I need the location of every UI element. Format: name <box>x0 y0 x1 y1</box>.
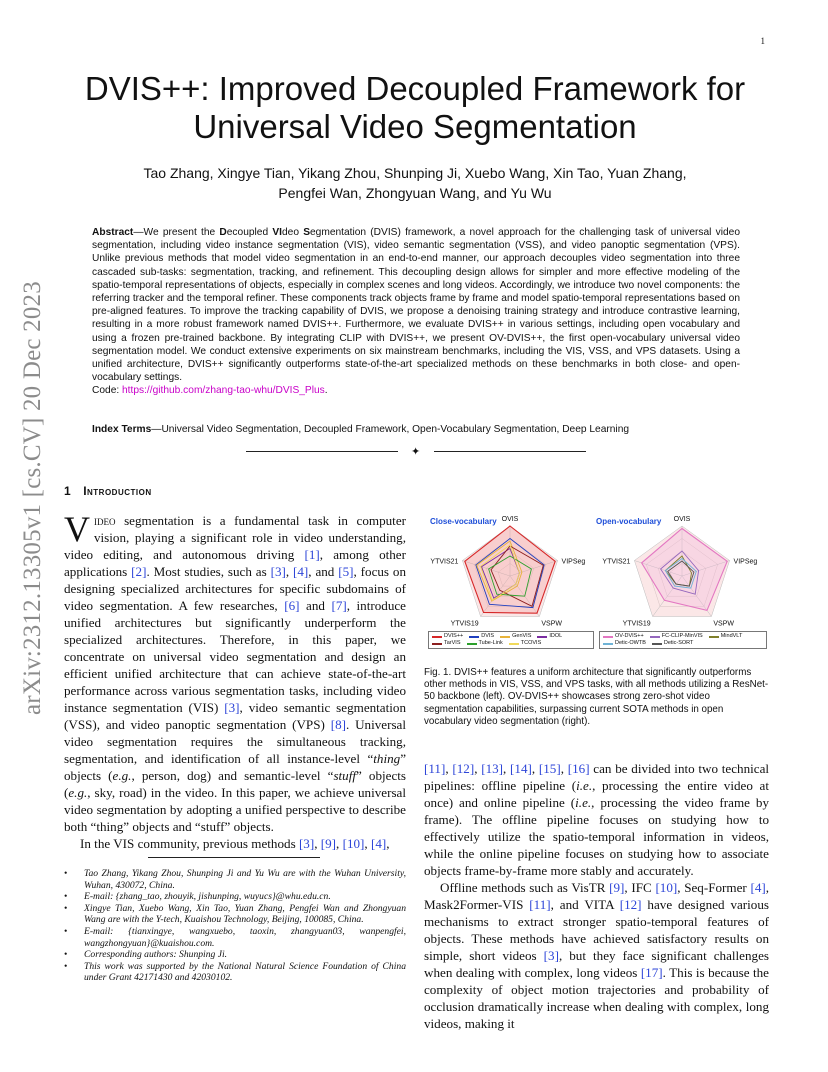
footnote-rule <box>148 857 320 858</box>
text-run: , but they face significant challenges when dealing with complex, long videos <box>424 948 769 980</box>
text-run: can be divided into two technical pipelines: offline pipeline ( <box>424 761 770 793</box>
text-run: and <box>299 598 332 613</box>
citation-link[interactable]: [3] <box>270 564 286 579</box>
intro-paragraph-2 <box>64 835 406 852</box>
legend-label: TarVIS <box>444 640 461 646</box>
footnote-item: • This work was supported by the National Natural Science Foundation of China under Grant 42171430 and 42030102. <box>64 961 406 984</box>
legend-item <box>509 640 541 647</box>
paper-title: DVIS++: Improved Decoupled Framework for Universal Video Segmentation <box>84 70 746 145</box>
legend-label: DVIS <box>481 633 495 639</box>
legend-item <box>537 633 562 640</box>
legend-label: IDOL <box>549 633 563 639</box>
intro-paragraph-1 <box>64 509 407 835</box>
legend-swatch <box>469 636 479 638</box>
text-run: have designed various mechanisms to extract stronger spatio-temporal features of objects. These methods have achieved satisfactory results on simple, short videos <box>424 897 769 963</box>
right-paragraph-2 <box>424 879 769 1032</box>
arxiv-identifier: arXiv:2312.13305v1 [cs.CV] 20 Dec 2023 <box>19 281 46 715</box>
divider-line-left <box>246 451 398 452</box>
legend-item <box>652 640 694 647</box>
authors-line-2: Pengfei Wan, Zhongyuan Wang, and Yu Wu <box>278 185 552 201</box>
left-chart-title: Close-vocabulary <box>430 517 497 526</box>
citation-link[interactable]: [5] <box>338 564 354 579</box>
section-heading <box>64 484 152 498</box>
legend-label: OV-DVIS++ <box>615 633 644 639</box>
citation-link[interactable]: [10] <box>342 836 365 851</box>
page-number: 1 <box>760 36 765 46</box>
legend-swatch <box>652 643 662 645</box>
author-list <box>80 163 750 203</box>
text-run: segmentation is a fundamental task in computer vision, playing a significant role in video understanding, video editing, and autonomous driving <box>64 513 406 562</box>
intro-left-column <box>64 509 407 852</box>
citation-link[interactable]: [8] <box>330 717 346 732</box>
text-run: . This is because the complexity of object motion trajectories and probability of occlusion dramatically increase when dealing with complex, long videos, making it <box>424 965 769 1031</box>
right-axis-label: YTVIS21 <box>602 558 631 566</box>
citation-link[interactable]: [12] <box>619 897 642 912</box>
left-legend <box>428 631 594 649</box>
legend-item <box>650 633 703 640</box>
legend-label: Tube-Link <box>478 640 503 646</box>
legend-swatch <box>509 643 519 645</box>
text-run: , <box>314 836 321 851</box>
right-axis-label: OVIS <box>673 516 691 523</box>
legend-item <box>709 633 743 640</box>
citation-link[interactable]: [12] <box>452 761 475 776</box>
text-run: , <box>285 564 294 579</box>
left-axis-label: YTVIS21 <box>430 558 459 566</box>
italic-term: i.e. <box>575 795 592 810</box>
citation-link[interactable]: [7] <box>331 598 347 613</box>
italic-term: e.g. <box>112 768 132 783</box>
text-run: , introduce unified architectures but significantly underperform the specialized architectures. Therefore, in this paper, we concentrate on universal video segmentation and design an efficient unified architecture that can achieve state-of-the-art performance across various segmentation tasks, including video instance segmentation (VIS) <box>64 598 406 715</box>
text-run: , processing the entire video at once) and online pipeline ( <box>424 778 770 810</box>
legend-item <box>603 640 646 647</box>
legend-label: MindVLT <box>720 633 743 639</box>
citation-link[interactable]: [16] <box>567 761 590 776</box>
footnotes <box>64 868 406 984</box>
text-run: , and <box>308 564 339 579</box>
abstract-acronym-s: S <box>303 227 310 238</box>
figure-1 <box>424 510 769 650</box>
abstract-text: egmentation (DVIS) framework, a novel approach for the challenging task of universal video segmentation, including video instance segmentation (VIS), video semantic segmentation (VSS), and video panoptic segmentation (VPS). Unlike previous methods that model video segmentation in an end-to-end manner, our approach decouples video segmentation into three cascaded sub-tasks: segmentation, tracking, and refinement. This decoupling design allows for simpler and more effective modeling of the spatio-temporal representations of objects, especially in complex scenes and long videos. Accordingly, we introduce two novel components: the referring tracker and the temporal refiner. These components track objects frame by frame and model spatio-temporal representations based on pre-aligned features. To improve the tracking capability of DVIS, we propose a denoising training strategy and introduce contrastive learning, resulting in a more robust framework named DVIS++. Furthermore, we evaluate DVIS++ in various settings, including open vocabulary and using a frozen pre-trained backbone. By integrating CLIP with DVIS++, we present OV-DVIS++, the first open-vocabulary universal video segmentation model. We conduct extensive experiments on six mainstream benchmarks, including the VIS, VSS, and VPS datasets. Using a unified architecture, DVIS++ significantly outperforms state-of-the-art specialized methods on these benchmarks in both close- and open-vocabulary settings. <box>92 227 741 384</box>
intro-smallcaps: ideo <box>94 513 116 528</box>
code-link[interactable]: https://github.com/zhang-tao-whu/DVIS_Plus <box>122 385 325 397</box>
index-terms <box>92 423 740 436</box>
left-axis-label: YTVIS19 <box>450 620 479 628</box>
citation-link[interactable]: [1] <box>304 547 320 562</box>
index-terms-text: —Universal Video Segmentation, Decoupled Framework, Open-Vocabulary Segmentation, Deep Learning <box>151 424 630 435</box>
code-label: Code: <box>92 385 123 397</box>
footnote-item: • E-mail: {tianxingye, wangxuebo, taoxin, zhangyuan03, wanpengfei, wangzhongyuan}@kuaishou.com. <box>64 926 406 949</box>
text-run: , IFC <box>624 880 656 895</box>
left-axis-label: OVIS <box>501 516 519 523</box>
footnote-item: • E-mail: {zhang_tao, zhouyik, jishunping, wuyucs}@whu.edu.cn. <box>64 891 406 903</box>
italic-term: i.e. <box>576 778 593 793</box>
citation-link[interactable]: [3] <box>298 836 315 851</box>
legend-item <box>432 640 461 647</box>
legend-item <box>432 633 463 640</box>
italic-term: thing <box>373 751 401 766</box>
citation-link[interactable]: [6] <box>284 598 300 613</box>
text-run: In the VIS community, previous methods <box>80 836 299 851</box>
text-run: , Seq-Former <box>677 880 751 895</box>
section-title: Introduction <box>83 484 152 498</box>
citation-link[interactable]: [15] <box>538 761 561 776</box>
citation-link[interactable]: [11] <box>529 897 551 912</box>
text-run: , <box>560 761 568 776</box>
right-legend <box>599 631 767 649</box>
text-run: , focus on designing specialized architectures for specific subdomains of video segmentation. A few researches, <box>64 564 406 613</box>
citation-link[interactable]: [3] <box>224 700 240 715</box>
legend-label: Detic-SORT <box>663 640 694 646</box>
legend-label: Detic-OWTB <box>615 640 646 646</box>
text-run: , among other applications <box>64 547 406 579</box>
code-end: . <box>324 385 328 397</box>
left-axis-label: VSPW <box>541 620 563 628</box>
text-run: , <box>386 836 390 851</box>
text-run: , <box>474 761 482 776</box>
citation-link[interactable]: [11] <box>424 761 446 776</box>
legend-swatch <box>537 636 547 638</box>
text-run: , <box>445 761 453 776</box>
legend-item <box>469 633 494 640</box>
radar-charts <box>424 510 769 650</box>
legend-swatch <box>432 643 442 645</box>
figure-caption: Fig. 1. DVIS++ features a uniform architecture that significantly outperforms other methods in VIS, VSS, and VPS tasks, with all methods utilizing a ResNet-50 backbone (left). OV-DVIS++ showcases strong zero-shot video segmentation capabilities, surpassing current SOTA methods in open vocabulary video segmentation (right). <box>424 667 769 727</box>
abstract-text: —We present the <box>133 227 220 238</box>
citation-link[interactable]: [4] <box>750 880 766 895</box>
footnote-item: • Xingye Tian, Xuebo Wang, Xin Tao, Yuan Zhang, Pengfei Wan and Zhongyuan Wang are with the Y-tech, Kuaishou Technology, Beijing, 100085, China. <box>64 903 406 926</box>
text-run: , Mask2Former-VIS <box>424 880 770 912</box>
abstract-label: Abstract <box>92 227 134 238</box>
text-run: , and VITA <box>550 897 620 912</box>
section-divider <box>246 446 586 458</box>
legend-item <box>603 633 644 640</box>
legend-swatch <box>603 636 613 638</box>
text-run: , <box>336 836 343 851</box>
citation-link[interactable]: [2] <box>131 564 147 579</box>
legend-item <box>500 633 531 640</box>
text-run: , <box>531 761 539 776</box>
index-terms-label: Index Terms <box>92 424 152 435</box>
drop-cap: V <box>64 509 90 549</box>
right-radar-chart <box>602 516 757 627</box>
legend-label: DVIS++ <box>444 633 464 639</box>
text-run: . Most studies, such as <box>146 564 271 579</box>
text-run: ” objects ( <box>64 751 406 783</box>
citation-link[interactable]: [4] <box>293 564 309 579</box>
section-number: 1 <box>64 484 72 498</box>
abstract-text: ecoupled <box>226 227 273 238</box>
right-axis-label: YTVIS19 <box>622 620 651 628</box>
right-axis-label: VIPSeg <box>733 558 758 566</box>
abstract-acronym-d: D <box>219 227 227 238</box>
right-chart-title: Open-vocabulary <box>596 517 662 526</box>
text-run: , person, dog) and semantic-level “ <box>131 768 334 783</box>
footnote-item: • Tao Zhang, Yikang Zhou, Shunping Ji and Yu Wu are with the Wuhan University, Wuhan, 430072, China. <box>64 868 406 891</box>
legend-label: GenVIS <box>512 633 532 639</box>
text-run: , <box>503 761 511 776</box>
intro-right-column <box>424 760 769 1032</box>
abstract-acronym-vi: VI <box>272 227 282 238</box>
legend-label: TCOVIS <box>520 640 542 646</box>
left-radar-chart <box>430 516 585 627</box>
text-run: ” objects ( <box>64 768 406 800</box>
citation-link[interactable]: [14] <box>510 761 532 776</box>
footnote-item: • Corresponding authors: Shunping Ji. <box>64 949 406 961</box>
right-axis-label: VSPW <box>713 620 735 628</box>
legend-swatch <box>500 636 510 638</box>
text-run: , sky, road) in the video. In this paper, we achieve universal video segmentation by adopting a unified perspective to describe both “thing” objects and “stuff” objects. <box>64 785 406 834</box>
text-run: , video semantic segmentation (VSS), and video panoptic segmentation (VPS) <box>64 700 406 732</box>
legend-swatch <box>650 636 660 638</box>
text-run: . Universal video segmentation requires the simultaneous tracking, segmentation, and identification of all instance-level “ <box>64 717 407 766</box>
left-axis-label: VIPSeg <box>561 558 586 566</box>
authors-line-1: Tao Zhang, Xingye Tian, Yikang Zhou, Shunping Ji, Xuebo Wang, Xin Tao, Yuan Zhang, <box>143 165 687 181</box>
legend-item <box>467 640 503 647</box>
abstract <box>92 226 740 398</box>
divider-line-right <box>434 451 586 452</box>
divider-diamond-icon: ✦ <box>411 446 421 458</box>
citation-link[interactable]: [9] <box>320 836 337 851</box>
citation-link[interactable]: [9] <box>609 880 625 895</box>
citation-link[interactable]: [17] <box>640 965 663 980</box>
citation-link[interactable]: [10] <box>655 880 678 895</box>
citation-link[interactable]: [3] <box>543 948 559 963</box>
text-run: , <box>364 836 371 851</box>
legend-label: FC-CLIP-MinVIS <box>661 633 703 639</box>
legend-swatch <box>603 643 613 645</box>
italic-term: stuff <box>333 768 356 783</box>
abstract-text: deo <box>281 227 304 238</box>
citation-link[interactable]: [13] <box>481 761 504 776</box>
italic-term: e.g. <box>68 785 88 800</box>
citation-link[interactable]: [4] <box>370 836 387 851</box>
right-paragraph-1 <box>424 760 769 879</box>
text-run: , processing the video frame by frame). The offline pipeline focuses on studying how to effectively utilize the spatio-temporal information in videos, while the online pipeline focuses on studying how to associate objects frame-by-frame more stably and accurately. <box>424 795 770 878</box>
text-run: Offline methods such as VisTR <box>440 880 610 895</box>
legend-swatch <box>709 636 719 638</box>
legend-swatch <box>432 636 442 638</box>
legend-swatch <box>467 643 477 645</box>
